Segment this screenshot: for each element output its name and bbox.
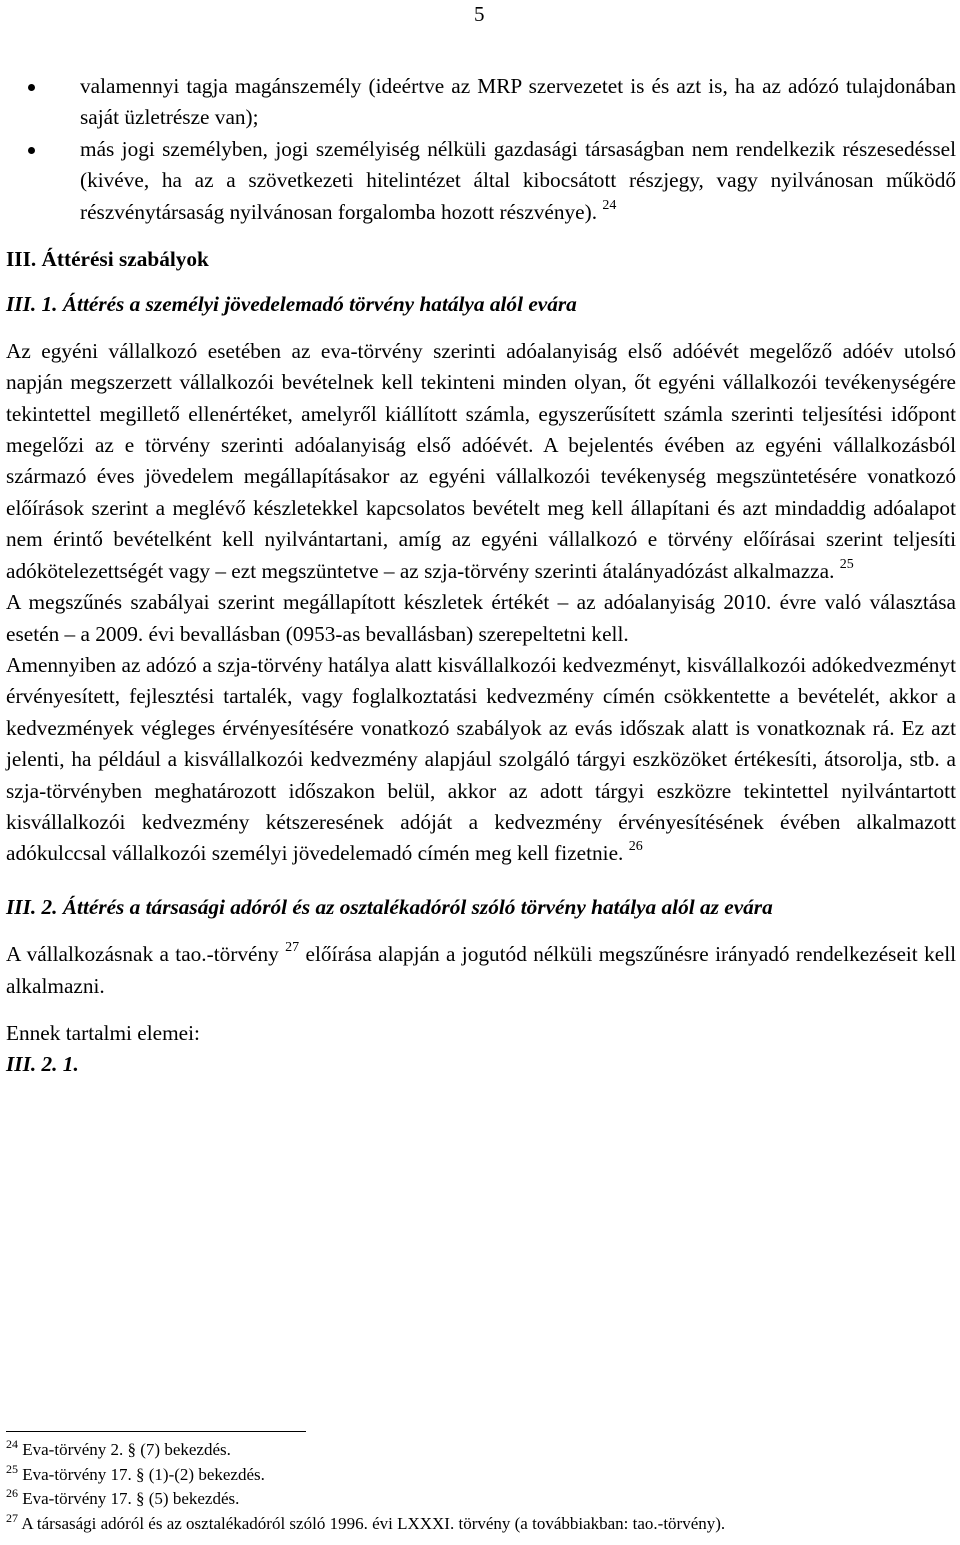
paragraph-text: Az egyéni vállalkozó esetében az eva-törvény szerinti adóalanyiság első adóévét megelőző adóév utolsó napján megszerzett vállalkozói bevételnek kell tekinteni minden olyan, őt egyéni vállalkozói tevékenységére tekintettel megillető ellenértéket, amelyről kiállított számla, egyszerűsített számla szerinti teljesítési időpont megelőzi az e törvény szerinti adóalanyiság első adóévét. A bejelentés évében az egyéni vállalkozásból származó éves jövedelem megállapításakor az egyéni vállalkozói tevékenység megszüntetésére vonatkozó előírások szerint a meglévő készletekkel kapcsolatos bevételt meg kell állapítani és azt mindaddig adóalapot nem érintő bevételként kell nyilvántartani, amíg az egyéni vállalkozó e törvény előírásai szerint teljesíti adókötelezettségét vagy – ezt megszüntetve – az szja-törvény szerinti átalányadózást alkalmazza. (6, 338, 956, 583)
footnote-number: 26 (6, 1486, 18, 1500)
bullet-icon (28, 84, 35, 91)
list-item (6, 134, 956, 228)
footnote-text: Eva-törvény 17. § (1)-(2) bekezdés. (22, 1464, 265, 1484)
bullet-list (6, 71, 956, 228)
footnote-text: Eva-törvény 2. § (7) bekezdés. (22, 1440, 231, 1459)
bullet-text: más jogi személyben, jogi személyiség nélküli gazdasági társaságban nem rendelkezik részesedéssel (kivéve, ha az a szövetkezeti hitelintézet által kibocsátott részjegy, vagy nyilvánosan működő részvénytársaság nyilvánosan forgalomba hozott részvénye). (80, 136, 956, 224)
footnote-ref[interactable]: 27 (285, 940, 300, 956)
document-body (6, 71, 956, 1081)
footnote (6, 1438, 946, 1463)
footnote (6, 1512, 946, 1537)
subsection-number: III. 2. (6, 894, 58, 919)
footnote-text: A társasági adóról és az osztalékadóról szóló 1996. évi LXXXI. törvény (a továbbiakban: tao.-törvény). (21, 1513, 726, 1533)
section-heading: III. Áttérési szabályok (6, 247, 209, 272)
list-item (6, 71, 956, 134)
subsection-heading (6, 289, 956, 320)
paragraph (6, 650, 956, 870)
footnote-number: 27 (6, 1510, 18, 1525)
paragraph: Ennek tartalmi elemei: (6, 1020, 200, 1045)
footnote-number: 25 (6, 1461, 18, 1476)
paragraph-text: A vállalkozásnak a tao.-törvény (6, 942, 279, 967)
bullet-text: valamennyi tagja magánszemély (ideértve az MRP szervezetet is és azt is, ha az adózó tulajdonában saját üzletrésze van); (80, 74, 956, 130)
subsection-heading (6, 892, 956, 923)
footnote-divider (6, 1431, 306, 1432)
subsection-title: Áttérés a társasági adóról és az osztalékadóról szóló törvény hatálya alól az evára (62, 894, 773, 919)
paragraph-text: előírása alapján a jogutód nélküli megszűnésre irányadó rendelkezéseit kell alkalmazni. (6, 942, 957, 998)
page-number: 5 (474, 2, 485, 26)
bullet-icon (28, 147, 35, 154)
paragraph: A megszűnés szabályai szerint megállapított készletek értékét – az adóalanyiság 2010. évre való választása esetén – a 2009. évi bevallásban (0953-as bevallásban) szerepeltetni kell. (6, 590, 956, 646)
footnote-text: Eva-törvény 17. § (5) bekezdés. (22, 1489, 240, 1508)
footnotes (6, 1438, 946, 1536)
footnote-number: 24 (6, 1437, 18, 1451)
subsection-number: III. 1. (6, 292, 58, 317)
paragraph (6, 336, 956, 587)
footnote-ref[interactable]: 24 (602, 197, 617, 213)
subsection-title: Áttérés a személyi jövedelemadó törvény hatálya alól evára (62, 292, 577, 317)
paragraph (6, 939, 956, 1002)
paragraph-text: Amennyiben az adózó a szja-törvény hatálya alatt kisvállalkozói kedvezményt, kisvállalkozói adókedvezményt érvényesített, fejlesztési tartalék, vagy foglalkoztatási kedvezmény címén csökkentette a bevételét, akkor a kedvezmények végleges érvényesítésére vonatkozó szabályok az evás időszak alatt is vonatkoznak rá. Ez azt jelenti, ha például a kisvállalkozói kedvezmény alapjául szolgáló tárgyi eszközöket értékesíti, átsorolja, stb. a szja-törvényben meghatározott időszakon belül, akkor az adott tárgyi eszközre tekintettel nyilvántartott kisvállalkozói kedvezmény kétszeresének adóját a kedvezmény érvényesítésének évében alkalmazott adókulccsal vállalkozói személyi jövedelemadó címén meg kell fizetnie. (6, 652, 956, 866)
footnote-ref[interactable]: 25 (839, 556, 854, 572)
footnote-ref[interactable]: 26 (628, 839, 643, 855)
footnote (6, 1463, 946, 1488)
subsection-heading: III. 2. 1. (6, 1052, 79, 1077)
footnote (6, 1487, 946, 1512)
